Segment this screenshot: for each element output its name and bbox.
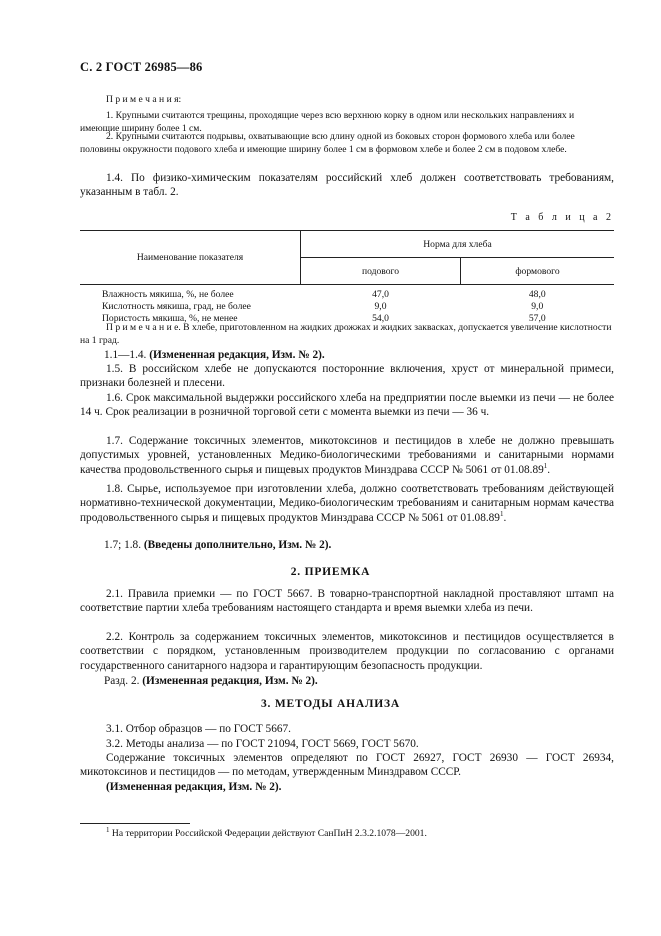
table-header-norm: Норма для хлеба (301, 231, 615, 258)
footnote-divider (80, 823, 190, 824)
amendment-ref: Разд. 2. (104, 675, 140, 687)
amendment-1-7-1-8 (80, 538, 614, 552)
paragraph-1-8: 1.8. Сырье, используемое при изготовлении хлеба, должно соответствовать требованиям действующей нормативно-технической документации, Медико-биологическим требованиям и санитарным нормам качества продовольственного сырья и пищевых продуктов Минздрава СССР № 5061 от 01.08.89$^1$. (80, 483, 614, 524)
footnote-mark: 1 (106, 825, 110, 834)
section-2-title: 2. ПРИЕМКА (290, 566, 371, 578)
paragraph-1-4: 1.4. По физико-химическим показателям российский хлеб должен соответствовать требованиям, указанным в табл. 2. (80, 172, 614, 199)
amendment-ref: 1.1—1.4. (104, 349, 147, 361)
paragraph-toxic-elements: Содержание токсичных элементов определяют по ГОСТ 26927, ГОСТ 26930 — ГОСТ 26934, микотоксинов и пестицидов — по методам, утвержденным Минздравом СССР. (80, 752, 614, 779)
paragraph-1-7: 1.7. Содержание токсичных элементов, микотоксинов и пестицидов в хлебе не должно превышать допустимых уровней, установленных Медико-биологическими требованиями и санитарными нормами качества продовольственного сырья и пищевых продуктов Минздрава СССР № 5061 от 01.08.89$^1$. (80, 435, 614, 476)
page-header: С. 2 ГОСТ 26985—86 (80, 60, 203, 74)
note-2: 2. Крупными считаются подрывы, охватывающие всю длину одной из боковых сторон формового хлеба или более половины окружности подового хлеба и имеющие ширину более 1 см в формовом хлебе и более 2 см в подовом хлебе. (80, 131, 575, 155)
amendment-section-2 (80, 674, 614, 688)
paragraph-1-8-text: 1.8. Сырье, используемое при изготовлении хлеба, должно соответствовать требованиям действующей нормативно-технической документации, Медико-биологическим требованиям и санитарным нормам качества продовольственного сырья и пищевых продуктов Минздрава СССР № 5061 от 01.08.89 (80, 483, 614, 524)
row-value-hearth: 54,0 (372, 313, 389, 324)
amendment-text: (Измененная редакция, Изм. № 2). (106, 781, 282, 793)
row-name: Пористость мякиша, %, не менее (102, 313, 238, 324)
row-name: Влажность мякиша, %, не более (102, 289, 234, 300)
footnote-ref: 1 (543, 462, 548, 471)
paragraph-3-2: 3.2. Методы анализа — по ГОСТ 21094, ГОСТ 5669, ГОСТ 5670. (106, 738, 419, 750)
paragraph-3-1: 3.1. Отбор образцов — по ГОСТ 5667. (106, 723, 291, 735)
row-value-tin: 9,0 (531, 301, 544, 312)
amendment-text: (Введены дополнительно, Изм. № 2). (143, 539, 332, 551)
notes-title: П р и м е ч а н и я: (106, 94, 182, 105)
table-2 (80, 230, 614, 325)
paragraph-2-2: 2.2. Контроль за содержанием токсичных элементов, микотоксинов и пестицидов осуществляется в соответствии с порядком, установленным производителем продукции по согласованию с органами государственного санитарного надзора и гарантирующим безопасность продукции. (80, 631, 614, 672)
table-subheader-tin: формового (461, 258, 615, 285)
paragraph-1-7-text: 1.7. Содержание токсичных элементов, микотоксинов и пестицидов в хлебе не должно превышать допустимых уровней, установленных Медико-биологическими требованиями и санитарными нормами качества продовольственного сырья и пищевых продуктов Минздрава СССР № 5061 от 01.08.89 (80, 435, 614, 476)
section-3-title: 3. МЕТОДЫ АНАЛИЗА (260, 698, 401, 710)
table-row (80, 285, 614, 302)
table-header-name: Наименование показателя (80, 231, 301, 285)
row-value-tin: 48,0 (528, 289, 546, 300)
table-note: П р и м е ч а н и е. В хлебе, приготовленном на жидких дрожжах и жидких заквасках, допускается увеличение кислотности на 1 град. (80, 322, 612, 346)
table-row (80, 301, 614, 313)
amendment-ref: 1.7; 1.8. (104, 539, 142, 551)
amendment-text: (Измененная редакция, Изм. № 2). (149, 349, 325, 361)
row-name: Кислотность мякиша, град, не более (102, 301, 251, 312)
footnote-ref: 1 (499, 510, 504, 519)
footnote-text: На территории Российской Федерации действуют СанПиН 2.3.2.1078—2001. (111, 828, 427, 839)
paragraph-2-1: 2.1. Правила приемки — по ГОСТ 5667. В товарно-транспортной накладной проставляют штамп на соответствие партии хлеба требованиям настоящего стандарта и время выемки хлеба из печи. (80, 588, 614, 615)
row-value-hearth: 47,0 (372, 289, 389, 300)
amendment-1-1-1-4 (80, 348, 614, 362)
footnote (106, 825, 427, 839)
row-value-hearth: 9,0 (374, 301, 387, 312)
amendment-text: (Измененная редакция, Изм. № 2). (142, 675, 318, 687)
row-value-tin: 57,0 (528, 313, 546, 324)
paragraph-1-6: 1.6. Срок максимальной выдержки российского хлеба на предприятии после выемки из печи — не более 14 ч. Срок реализации в розничной торговой сети с момента выемки из печи — 36 ч. (80, 392, 614, 419)
paragraph-1-5: 1.5. В российском хлебе не допускаются посторонние включения, хруст от минеральной примеси, признаки болезней и плесени. (80, 363, 614, 390)
note-1: 1. Крупными считаются трещины, проходящие через всю верхнюю корку в одном или нескольких направлениях и имеющие ширину более 1 см. (80, 110, 575, 134)
table-caption: Т а б л и ц а 2 (510, 212, 614, 223)
table-subheader-hearth: подового (301, 258, 461, 285)
amendment-section-3 (80, 780, 614, 794)
